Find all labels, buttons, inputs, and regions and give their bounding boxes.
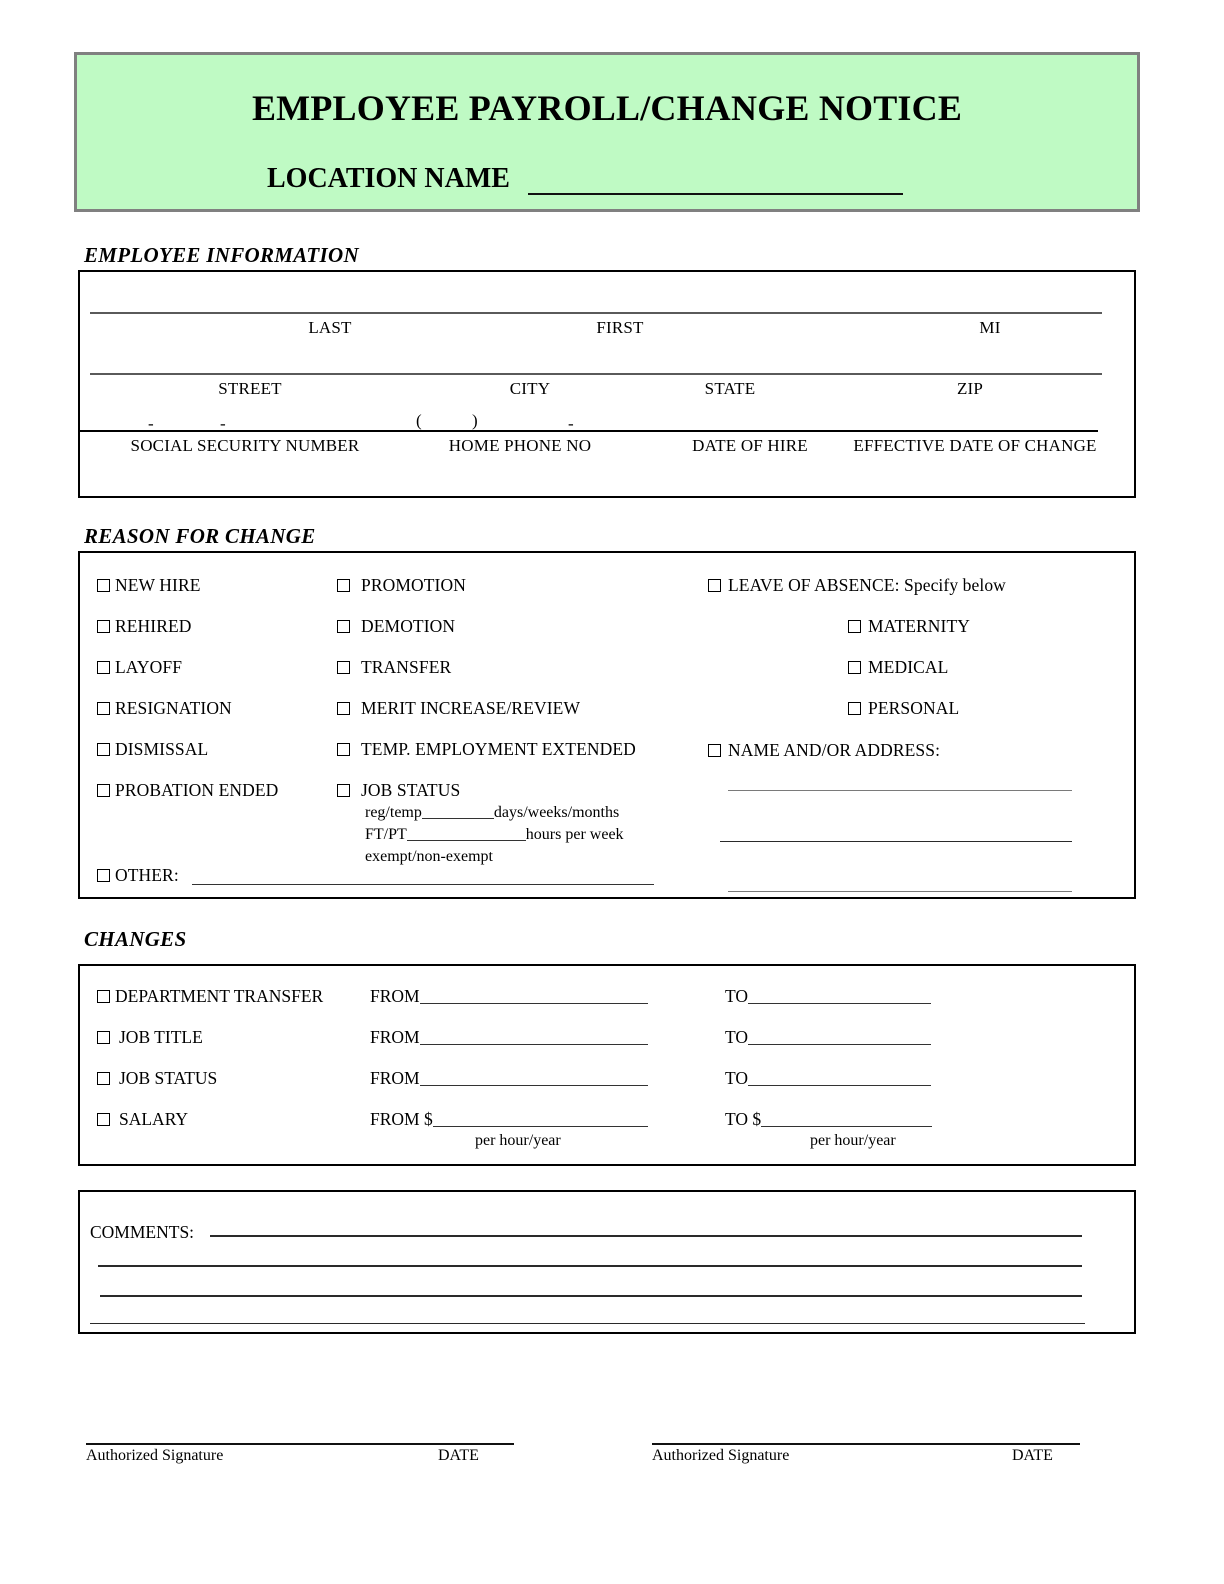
checkbox-resignation[interactable] bbox=[97, 702, 110, 715]
checkbox-row-leave-of-absence[interactable] bbox=[708, 575, 1006, 596]
checkbox-maternity[interactable] bbox=[848, 620, 861, 633]
job-status-regtemp-label: reg/temp bbox=[365, 804, 422, 821]
id-field-line[interactable] bbox=[80, 430, 1098, 432]
job-status-ftpt-unit: hours per week bbox=[525, 826, 624, 843]
changes-row-job-status[interactable] bbox=[97, 1068, 217, 1089]
caption-home-phone: HOME PHONE NO bbox=[448, 436, 592, 455]
caption-zip: ZIP bbox=[956, 379, 984, 398]
from-label-department-transfer: FROM bbox=[370, 986, 420, 1006]
caption-first: FIRST bbox=[596, 318, 644, 337]
checkbox-label-promotion: PROMOTION bbox=[361, 575, 466, 595]
checkbox-label-transfer: TRANSFER bbox=[361, 657, 452, 677]
comments-input-4[interactable] bbox=[90, 1323, 1085, 1324]
signature-line-2[interactable] bbox=[652, 1443, 1080, 1445]
section-title-changes: CHANGES bbox=[84, 927, 187, 951]
checkbox-demotion[interactable] bbox=[337, 620, 350, 633]
checkbox-changes-job-status[interactable] bbox=[97, 1072, 110, 1085]
checkbox-dismissal[interactable] bbox=[97, 743, 110, 756]
signature-label-1: Authorized Signature bbox=[86, 1447, 224, 1464]
currency-symbol-from: $ bbox=[423, 1109, 433, 1129]
checkbox-row-merit-increase-review[interactable] bbox=[337, 698, 580, 719]
changes-row-department-transfer[interactable] bbox=[97, 986, 323, 1007]
location-name-input[interactable] bbox=[528, 169, 903, 195]
comments-box bbox=[78, 1190, 1136, 1334]
changes-to-salary bbox=[725, 1109, 932, 1130]
checkbox-row-demotion[interactable] bbox=[337, 616, 455, 637]
checkbox-row-transfer[interactable] bbox=[337, 657, 451, 678]
checkbox-label-resignation: RESIGNATION bbox=[115, 698, 232, 718]
to-input-job-status[interactable] bbox=[748, 1085, 931, 1086]
salary-unit-from: per hour/year bbox=[475, 1132, 561, 1149]
signature-date-label-1: DATE bbox=[438, 1447, 479, 1464]
to-label-salary: TO bbox=[725, 1109, 749, 1129]
to-label-job-status: TO bbox=[725, 1068, 749, 1088]
checkbox-label-other: OTHER: bbox=[115, 865, 179, 885]
from-label-job-status: FROM bbox=[370, 1068, 420, 1088]
caption-date-of-hire: DATE OF HIRE bbox=[692, 436, 808, 455]
signature-label-2: Authorized Signature bbox=[652, 1447, 790, 1464]
checkbox-row-layoff[interactable] bbox=[97, 657, 182, 678]
to-input-job-title[interactable] bbox=[748, 1044, 931, 1045]
checkbox-job-status[interactable] bbox=[337, 784, 350, 797]
changes-label-department-transfer: DEPARTMENT TRANSFER bbox=[115, 986, 324, 1006]
caption-city: CITY bbox=[509, 379, 551, 398]
ssn-separator-1: - bbox=[148, 414, 154, 433]
checkbox-label-probation-ended: PROBATION ENDED bbox=[115, 780, 279, 800]
checkbox-label-merit-increase-review: MERIT INCREASE/REVIEW bbox=[361, 698, 581, 718]
page-title: EMPLOYEE PAYROLL/CHANGE NOTICE bbox=[251, 88, 963, 128]
checkbox-name-and-or-address[interactable] bbox=[708, 744, 721, 757]
changes-to-job-status bbox=[725, 1068, 931, 1089]
checkbox-job-title[interactable] bbox=[97, 1031, 110, 1044]
from-input-job-status[interactable] bbox=[420, 1085, 648, 1086]
changes-label-job-title: JOB TITLE bbox=[119, 1027, 203, 1047]
changes-to-department-transfer bbox=[725, 986, 931, 1007]
name-field-line[interactable] bbox=[90, 312, 1102, 314]
to-input-salary[interactable] bbox=[761, 1126, 932, 1127]
job-status-detail-line-1 bbox=[365, 804, 619, 822]
checkbox-promotion[interactable] bbox=[337, 579, 350, 592]
checkbox-row-maternity[interactable] bbox=[848, 616, 970, 637]
checkbox-label-personal: PERSONAL bbox=[868, 698, 960, 718]
checkbox-row-dismissal[interactable] bbox=[97, 739, 208, 760]
job-status-regtemp-unit: days/weeks/months bbox=[493, 804, 620, 821]
from-input-salary[interactable] bbox=[433, 1126, 648, 1127]
salary-unit-to: per hour/year bbox=[810, 1132, 896, 1149]
signature-date-label-2: DATE bbox=[1012, 1447, 1053, 1464]
checkbox-label-rehired: REHIRED bbox=[115, 616, 192, 636]
checkbox-row-resignation[interactable] bbox=[97, 698, 232, 719]
changes-from-job-title bbox=[370, 1027, 648, 1048]
checkbox-department-transfer[interactable] bbox=[97, 990, 110, 1003]
job-status-ftpt-label: FT/PT bbox=[365, 826, 407, 843]
phone-paren-close: ) bbox=[472, 411, 478, 430]
changes-label-job-status: JOB STATUS bbox=[119, 1068, 218, 1088]
checkbox-row-other[interactable] bbox=[97, 865, 179, 886]
comments-label: COMMENTS: bbox=[90, 1222, 195, 1242]
changes-to-job-title bbox=[725, 1027, 931, 1048]
checkbox-temp-employment-extended[interactable] bbox=[337, 743, 350, 756]
checkbox-label-demotion: DEMOTION bbox=[361, 616, 456, 636]
comments-input-1[interactable] bbox=[210, 1235, 1082, 1237]
checkbox-transfer[interactable] bbox=[337, 661, 350, 674]
name-address-input-3[interactable] bbox=[728, 891, 1072, 892]
caption-street: STREET bbox=[218, 379, 282, 398]
from-input-job-title[interactable] bbox=[420, 1044, 648, 1045]
checkbox-label-maternity: MATERNITY bbox=[868, 616, 971, 636]
other-input[interactable] bbox=[192, 884, 654, 885]
checkbox-row-personal[interactable] bbox=[848, 698, 959, 719]
checkbox-leave-of-absence[interactable] bbox=[708, 579, 721, 592]
caption-last: LAST bbox=[308, 318, 352, 337]
changes-label-salary: SALARY bbox=[119, 1109, 189, 1129]
reason-for-change-box bbox=[78, 551, 1136, 899]
to-label-job-title: TO bbox=[725, 1027, 749, 1047]
changes-row-job-title[interactable] bbox=[97, 1027, 203, 1048]
to-label-department-transfer: TO bbox=[725, 986, 749, 1006]
caption-ssn: SOCIAL SECURITY NUMBER bbox=[130, 436, 360, 455]
checkbox-label-dismissal: DISMISSAL bbox=[115, 739, 209, 759]
checkbox-row-name-and-or-address[interactable] bbox=[708, 740, 940, 761]
caption-state: STATE bbox=[704, 379, 756, 398]
changes-row-salary[interactable] bbox=[97, 1109, 188, 1130]
changes-from-job-status bbox=[370, 1068, 648, 1089]
checkbox-row-medical[interactable] bbox=[848, 657, 948, 678]
section-title-reason-for-change: REASON FOR CHANGE bbox=[84, 524, 316, 548]
location-name-label: LOCATION NAME bbox=[267, 163, 510, 194]
name-address-input-1[interactable] bbox=[728, 790, 1072, 791]
checkbox-label-name-and-or-address: NAME AND/OR ADDRESS: bbox=[728, 740, 941, 760]
caption-mi: MI bbox=[979, 318, 1001, 337]
checkbox-row-probation-ended[interactable] bbox=[97, 780, 278, 801]
form-header-banner bbox=[74, 52, 1140, 212]
to-input-department-transfer[interactable] bbox=[748, 1003, 931, 1004]
section-title-employee-information: EMPLOYEE INFORMATION bbox=[84, 243, 359, 267]
comments-input-2[interactable] bbox=[98, 1265, 1082, 1267]
checkbox-label-layoff: LAYOFF bbox=[115, 657, 183, 677]
checkbox-new-hire[interactable] bbox=[97, 579, 110, 592]
currency-symbol-to: $ bbox=[752, 1109, 762, 1129]
checkbox-label-new-hire: NEW HIRE bbox=[115, 575, 201, 595]
checkbox-layoff[interactable] bbox=[97, 661, 110, 674]
checkbox-label-leave-of-absence: LEAVE OF ABSENCE: Specify below bbox=[728, 575, 1006, 595]
checkbox-row-temp-employment-extended[interactable] bbox=[337, 739, 636, 760]
changes-from-salary bbox=[370, 1109, 648, 1130]
comments-input-3[interactable] bbox=[100, 1295, 1082, 1297]
job-status-detail-line-3: exempt/non-exempt bbox=[365, 848, 493, 865]
from-label-job-title: FROM bbox=[370, 1027, 420, 1047]
address-field-line[interactable] bbox=[90, 373, 1102, 375]
from-input-department-transfer[interactable] bbox=[420, 1003, 648, 1004]
employee-information-box bbox=[78, 270, 1136, 498]
checkbox-salary[interactable] bbox=[97, 1113, 110, 1126]
changes-from-department-transfer bbox=[370, 986, 648, 1007]
checkbox-medical[interactable] bbox=[848, 661, 861, 674]
checkbox-label-medical: MEDICAL bbox=[868, 657, 949, 677]
checkbox-row-rehired[interactable] bbox=[97, 616, 192, 637]
job-status-regtemp-input[interactable] bbox=[422, 818, 494, 819]
checkbox-label-job-status: JOB STATUS bbox=[361, 780, 461, 800]
checkbox-row-new-hire[interactable] bbox=[97, 575, 201, 596]
ssn-separator-2: - bbox=[220, 414, 226, 433]
caption-effective-date: EFFECTIVE DATE OF CHANGE bbox=[853, 436, 1097, 455]
checkbox-label-temp-employment-extended: TEMP. EMPLOYMENT EXTENDED bbox=[361, 739, 636, 759]
checkbox-row-job-status[interactable] bbox=[337, 780, 460, 801]
checkbox-rehired[interactable] bbox=[97, 620, 110, 633]
signature-line-1[interactable] bbox=[86, 1443, 514, 1445]
checkbox-personal[interactable] bbox=[848, 702, 861, 715]
checkbox-other[interactable] bbox=[97, 869, 110, 882]
from-label-salary: FROM bbox=[370, 1109, 420, 1129]
checkbox-row-promotion[interactable] bbox=[337, 575, 466, 596]
phone-paren-open: ( bbox=[416, 411, 422, 430]
job-status-detail-line-2 bbox=[365, 826, 624, 844]
changes-box bbox=[78, 964, 1136, 1166]
job-status-ftpt-input[interactable] bbox=[407, 840, 526, 841]
checkbox-merit-increase-review[interactable] bbox=[337, 702, 350, 715]
location-name-row bbox=[77, 163, 1137, 195]
checkbox-probation-ended[interactable] bbox=[97, 784, 110, 797]
phone-separator: - bbox=[568, 414, 574, 433]
name-address-input-2[interactable] bbox=[720, 841, 1072, 842]
